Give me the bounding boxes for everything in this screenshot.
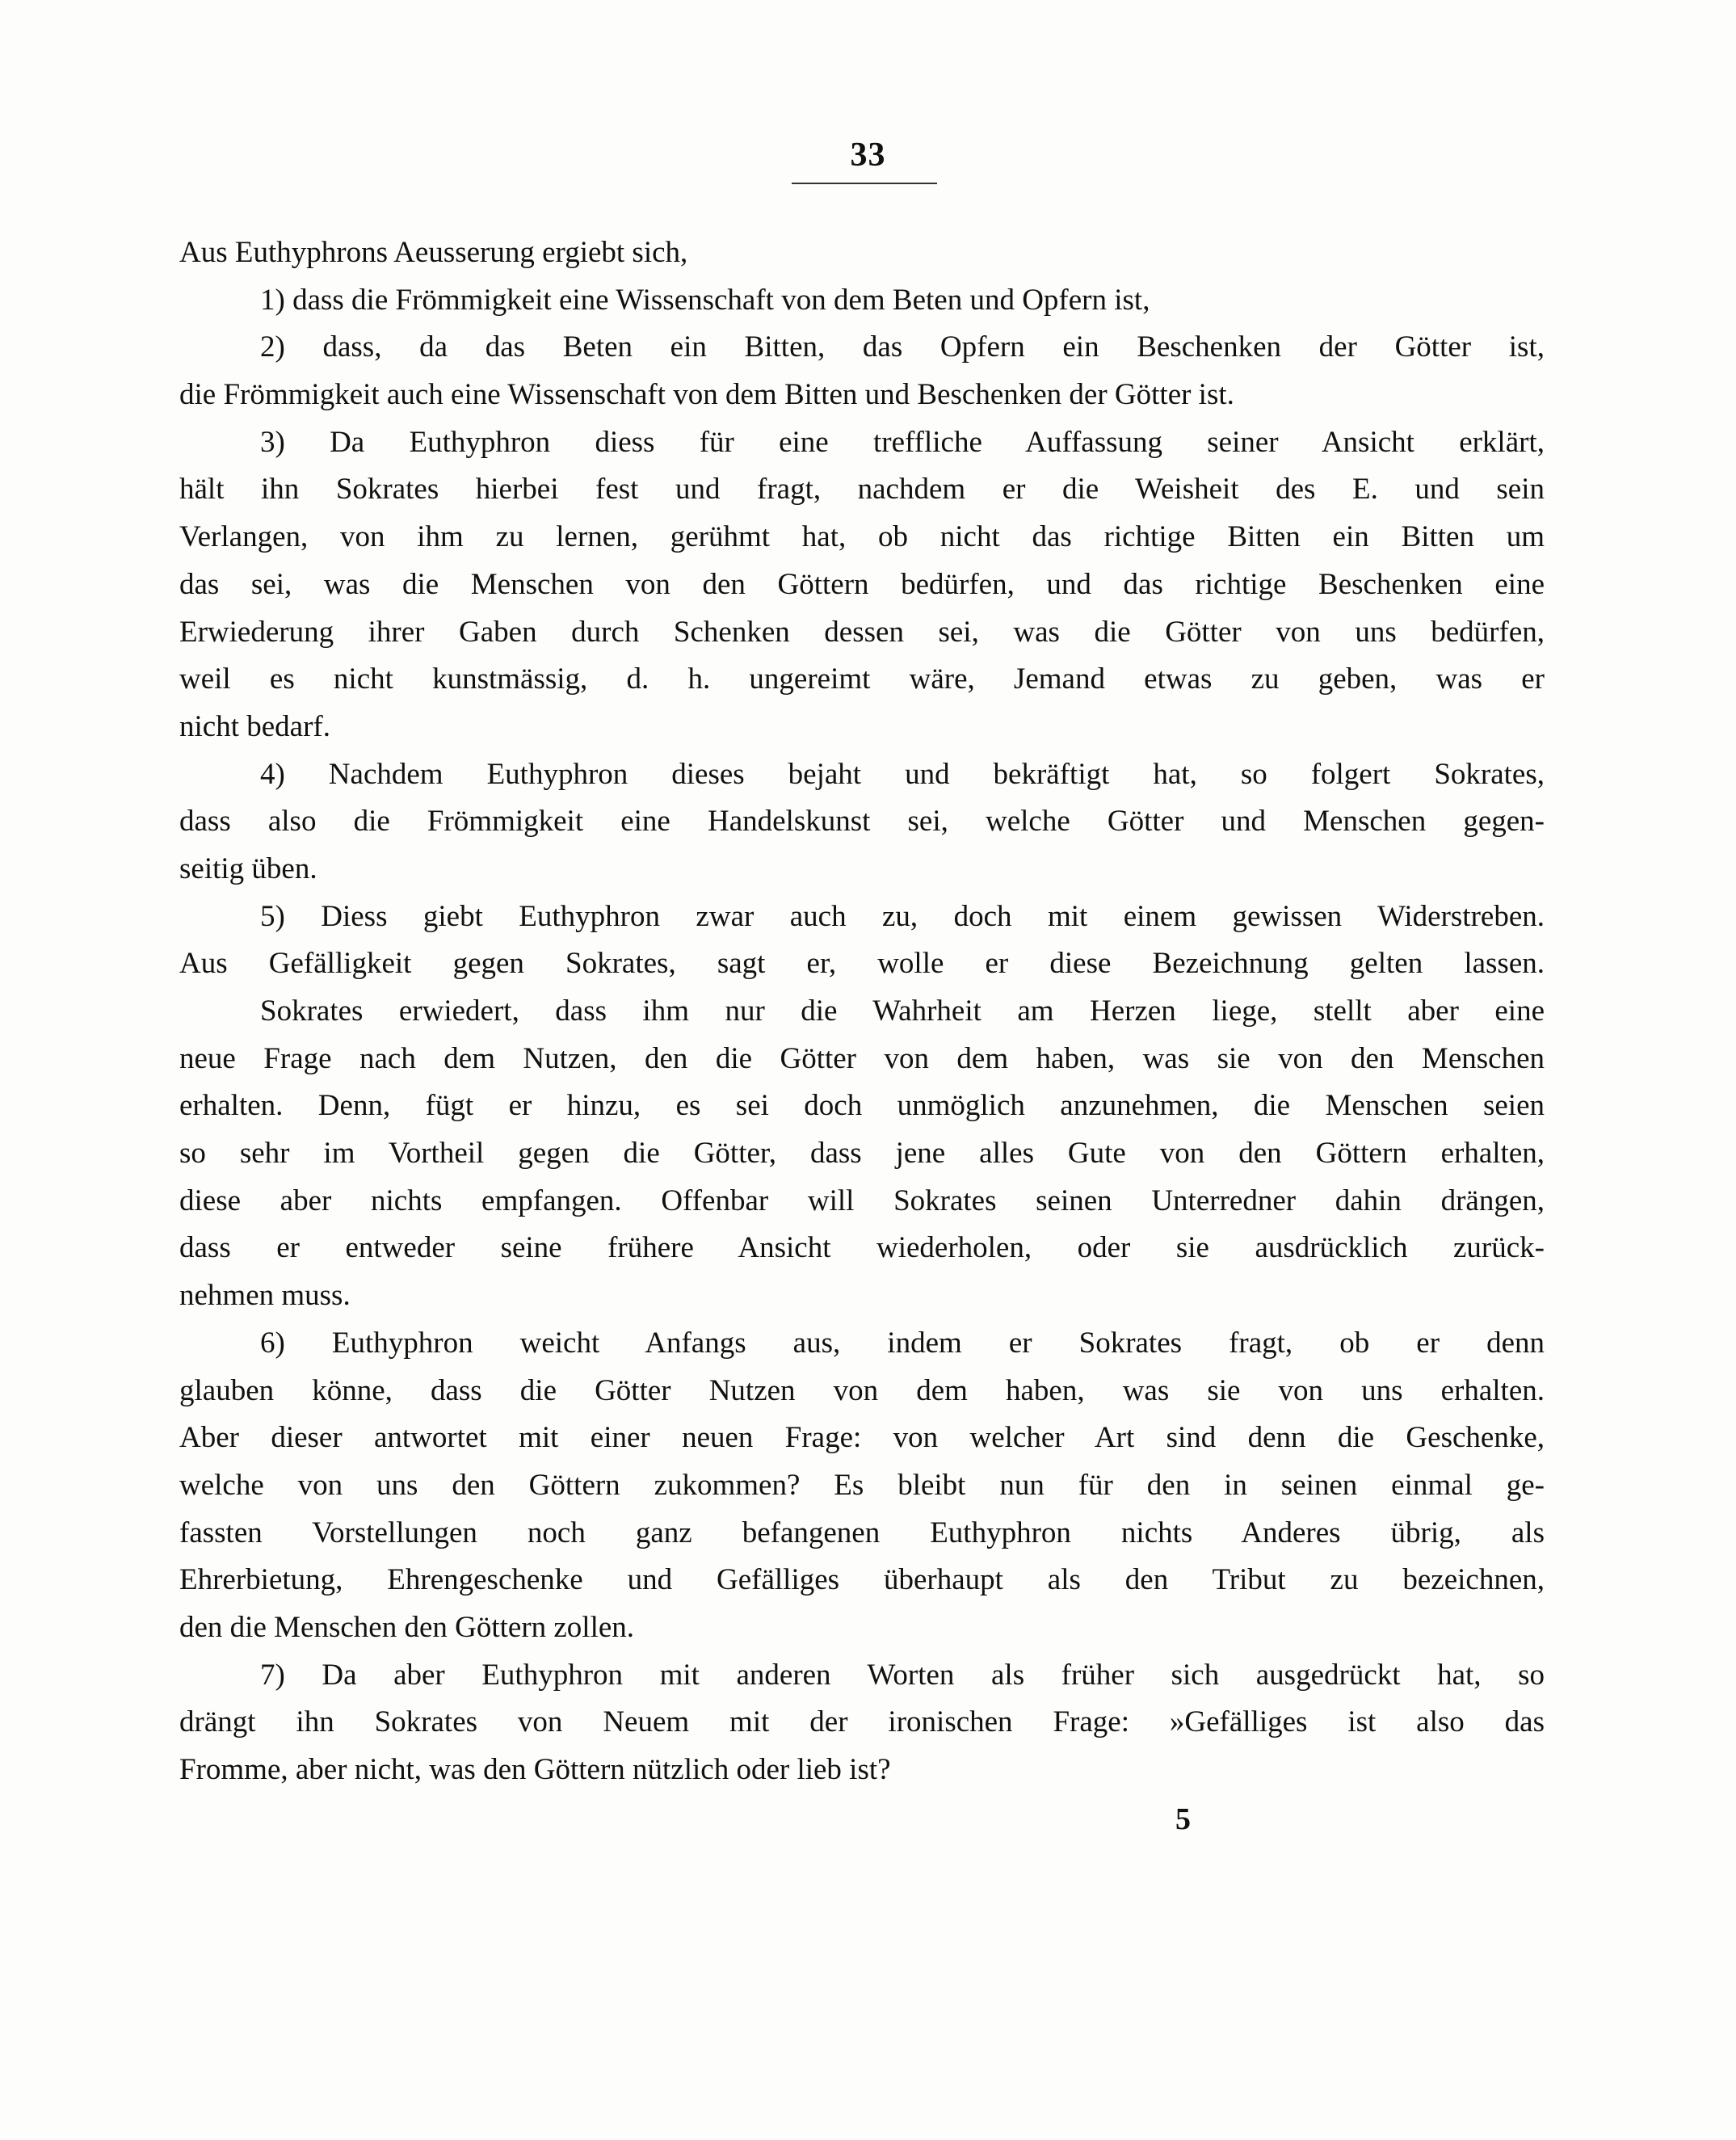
text-line: den die Menschen den Göttern zollen. bbox=[179, 1610, 635, 1644]
text-line: diese aber nichts empfangen. Offenbar will Sokrates seinen Unterredner dahin drängen, bbox=[179, 1184, 1545, 1217]
page-number: 33 bbox=[850, 137, 886, 174]
text-line: 7) Da aber Euthyphron mit anderen Worten als früher sich ausgedrückt hat, so bbox=[260, 1658, 1545, 1692]
text-line: nehmen muss. bbox=[179, 1279, 351, 1313]
text-line: seitig üben. bbox=[179, 851, 317, 885]
text-line: 3) Da Euthyphron diess für eine treffliche Auffassung seiner Ansicht erklärt, bbox=[260, 425, 1545, 459]
text-line: drängt ihn Sokrates von Neuem mit der ironischen Frage: »Gefälliges ist also das bbox=[179, 1705, 1545, 1739]
text-line: weil es nicht kunstmässig, d. h. ungereimt wäre, Jemand etwas zu geben, was er bbox=[179, 662, 1545, 696]
body-text bbox=[179, 229, 1545, 1794]
text-line: 6) Euthyphron weicht Anfangs aus, indem er Sokrates fragt, ob er denn bbox=[260, 1326, 1545, 1360]
text-line: 5) Diess giebt Euthyphron zwar auch zu, doch mit einem gewissen Widerstreben. bbox=[260, 899, 1545, 933]
text-line: Aus Gefälligkeit gegen Sokrates, sagt er, wolle er diese Bezeichnung gelten lassen. bbox=[179, 947, 1545, 981]
text-line: 2) dass, da das Beten ein Bitten, das Opfern ein Beschenken der Götter ist, bbox=[260, 330, 1545, 364]
text-line: 4) Nachdem Euthyphron dieses bejaht und bekräftigt hat, so folgert Sokrates, bbox=[260, 757, 1545, 791]
header-rule bbox=[792, 183, 937, 184]
text-line: neue Frage nach dem Nutzen, den die Götter von dem haben, was sie von den Menschen bbox=[179, 1041, 1545, 1075]
text-line: hält ihn Sokrates hierbei fest und fragt, nachdem er die Weisheit des E. und sein bbox=[179, 473, 1545, 507]
text-line: erhalten. Denn, fügt er hinzu, es sei doch unmöglich anzunehmen, die Menschen seien bbox=[179, 1089, 1545, 1123]
text-line: die Frömmigkeit auch eine Wissenschaft von dem Bitten und Beschenken der Götter ist. bbox=[179, 378, 1234, 412]
text-line: so sehr im Vortheil gegen die Götter, dass jene alles Gute von den Göttern erhalten, bbox=[179, 1137, 1545, 1171]
text-line: Aus Euthyphrons Aeusserung ergiebt sich, bbox=[179, 236, 688, 269]
text-line: dass er entweder seine frühere Ansicht wiederholen, oder sie ausdrücklich zurück- bbox=[179, 1231, 1545, 1265]
text-line: Ehrerbietung, Ehrengeschenke und Gefälliges überhaupt als den Tribut zu bezeichnen, bbox=[179, 1563, 1545, 1597]
text-line: das sei, was die Menschen von den Göttern bedürfen, und das richtige Beschenken eine bbox=[179, 567, 1545, 601]
text-line: Fromme, aber nicht, was den Göttern nützlich oder lieb ist? bbox=[179, 1753, 891, 1786]
text-line: 1) dass die Frömmigkeit eine Wissenschaft von dem Beten und Opfern ist, bbox=[260, 283, 1150, 317]
text-line: nicht bedarf. bbox=[179, 709, 330, 743]
text-line: Sokrates erwiedert, dass ihm nur die Wahrheit am Herzen liege, stellt aber eine bbox=[260, 994, 1545, 1028]
text-line: Aber dieser antwortet mit einer neuen Frage: von welcher Art sind denn die Geschenke, bbox=[179, 1421, 1545, 1455]
text-line: Verlangen, von ihm zu lernen, gerühmt hat, ob nicht das richtige Bitten ein Bitten um bbox=[179, 520, 1545, 554]
text-line: Erwiederung ihrer Gaben durch Schenken dessen sei, was die Götter von uns bedürfen, bbox=[179, 615, 1545, 649]
text-line: fassten Vorstellungen noch ganz befangenen Euthyphron nichts Anderes übrig, als bbox=[179, 1516, 1545, 1549]
text-line: dass also die Frömmigkeit eine Handelskunst sei, welche Götter und Menschen gegen- bbox=[179, 805, 1545, 839]
text-line: welche von uns den Göttern zukommen? Es bleibt nun für den in seinen einmal ge- bbox=[179, 1468, 1545, 1502]
text-line: glauben könne, dass die Götter Nutzen von dem haben, was sie von uns erhalten. bbox=[179, 1373, 1545, 1407]
signature-mark: 5 bbox=[1175, 1802, 1191, 1836]
